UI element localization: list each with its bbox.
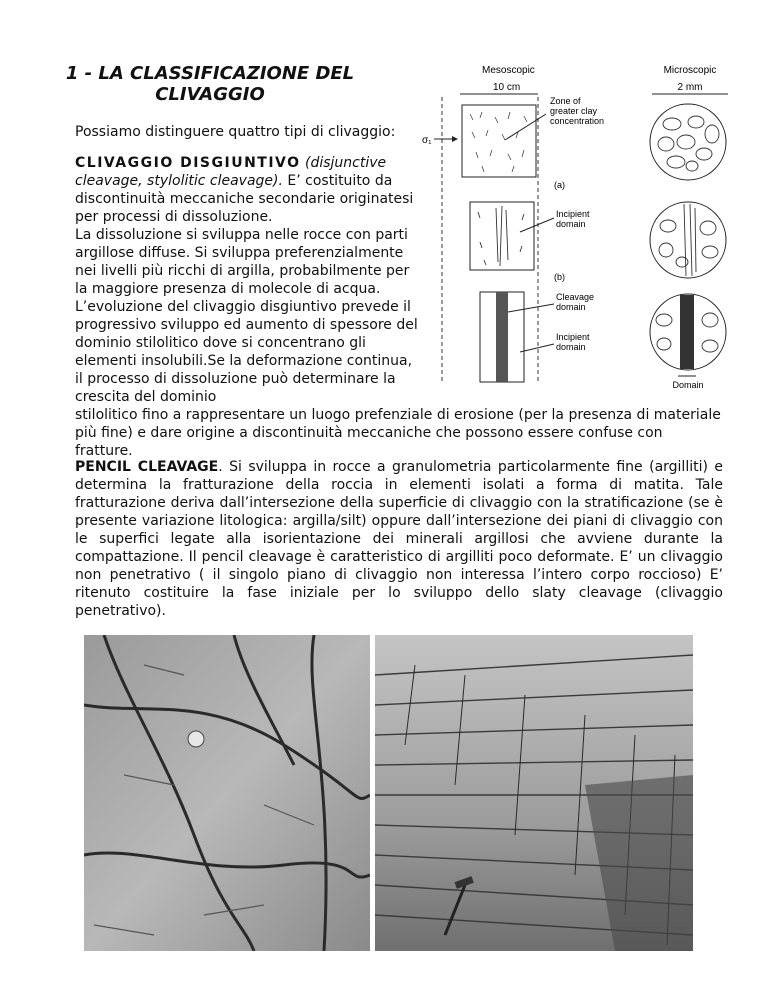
incipient2-pointer [520, 344, 554, 352]
incipient2-label-1: Incipient [556, 332, 590, 342]
disjunctive-text-3: stilolitico fino a rappresentare un luogo prefenziale di erosione (per la presenza di materiale più fine) e dare origine a discontinuità meccaniche che possono essere confuse con fratture. [75, 407, 721, 459]
disjunctive-paragraph [75, 154, 420, 406]
zone-label-2: greater clay [550, 106, 598, 116]
disjunctive-heading-en: (disjunctive cleavage, stylolitic cleavage). [75, 155, 387, 189]
micro-circle-2 [650, 202, 726, 278]
domain-label: Domain [672, 380, 704, 390]
microscopic-label: Microscopic [663, 65, 717, 76]
pencil-paragraph [75, 458, 723, 620]
page-title [60, 63, 360, 105]
incipient-label-1: Incipient [556, 209, 590, 219]
disjunctive-heading: CLIVAGGIO DISGIUNTIVO [75, 155, 301, 171]
label-a: (a) [554, 180, 565, 190]
zone-label-1: Zone of [550, 96, 581, 106]
pencil-text: . Si sviluppa in rocce a granulometria particolarmente fine (argilliti) e determina la fratturazione della roccia in elementi isolati a forma di matita. Tale fratturazione deriva dall’intersezione della superficie di clivaggio con la stratificazione (se è presente variazione litologica: argilla/silt) oppure dall’intersezione dei piani di clivaggio con le superfici legate alla isorientazione dei minerali argillosi che avviene durante la compattazione. Il pencil cleavage è caratteristico di argilliti poco deformate. E’ un clivaggio non penetrativo ( il singolo piano di clivaggio non interessa l’intero corpo roccioso) E’ ritenuto costituire la fase iniziale per lo sviluppo dello slaty cleavage (clivaggio penetrativo). [75, 459, 723, 619]
cleavage-diagram [420, 62, 738, 392]
meso-box-1 [462, 105, 536, 177]
scale-micro-label: 2 mm [677, 82, 703, 93]
cleavage-label-2: domain [556, 302, 586, 312]
photo-slaty-cleavage-outcrop [375, 635, 693, 951]
pencil-heading: PENCIL CLEAVAGE [75, 459, 219, 475]
title-line-2: CLIVAGGIO [155, 84, 265, 105]
incipient2-label-2: domain [556, 342, 586, 352]
disjunctive-text-2: La dissoluzione si sviluppa nelle rocce con parti argillose diffuse. Si sviluppa preferenzialmente nei livelli più ricchi di argilla, probabilmente per la maggiore presenza di molecole di acqua. L’evoluzione del clivaggio disgiuntivo prevede il progressivo sviluppo ed aumento di spessore del dominio stilolitico dove si concentrano gli elementi insolubili.Se la deformazione continua, il processo di dissoluzione può determinare la crescita del dominio [75, 227, 418, 405]
disjunctive-text-1: E’ costituito da discontinuità meccaniche secondarie originatesi per processi di dissoluzione. [75, 173, 414, 225]
zone-label-3: concentration [550, 116, 605, 126]
label-b: (b) [554, 272, 565, 282]
meso-box-3-domain [496, 292, 508, 382]
mesoscopic-label: Mesoscopic [482, 65, 535, 76]
cleavage-label-1: Cleavage [556, 292, 595, 302]
intro-text: Possiamo distinguere quattro tipi di clivaggio: [75, 124, 396, 140]
incipient-label-2: domain [556, 219, 586, 229]
title-line-1: 1 - LA CLASSIFICAZIONE DEL [65, 63, 355, 84]
sigma-label: σ₁ [422, 135, 432, 146]
micro-circle-3-domain [680, 295, 694, 369]
scale-meso-label: 10 cm [493, 82, 521, 93]
photo-pencil-cleavage-rock [84, 635, 370, 951]
sigma-arrowhead [452, 136, 458, 142]
